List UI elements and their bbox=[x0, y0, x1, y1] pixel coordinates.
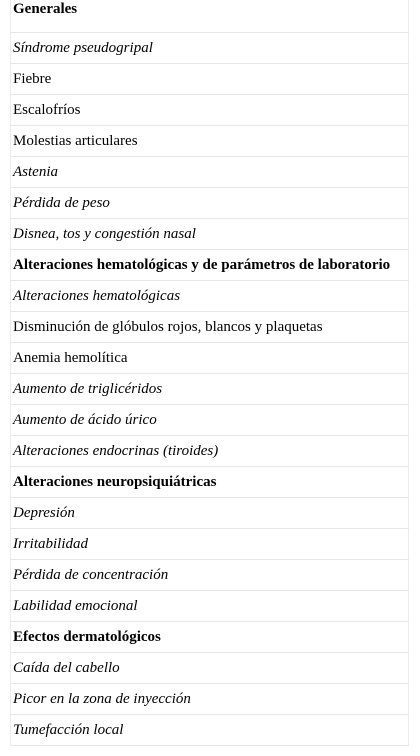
table-cell bbox=[11, 64, 409, 95]
table-row bbox=[11, 405, 409, 436]
effect-text: Escalofríos bbox=[13, 102, 81, 118]
effect-text: Molestias articulares bbox=[13, 133, 138, 149]
section-heading-text: Alteraciones neuropsiquiátricas bbox=[13, 474, 217, 490]
effect-text: Picor en la zona de inyección bbox=[13, 691, 191, 707]
table-cell bbox=[11, 684, 409, 715]
table-cell bbox=[11, 436, 409, 467]
table-cell bbox=[11, 374, 409, 405]
effect-text: Aumento de triglicéridos bbox=[13, 381, 163, 397]
table-row bbox=[11, 95, 409, 126]
section-heading-row bbox=[11, 467, 409, 498]
table-cell bbox=[11, 126, 409, 157]
table-row bbox=[11, 312, 409, 343]
table-row bbox=[11, 436, 409, 467]
effect-text: Disminución de glóbulos rojos, blancos y plaquetas bbox=[13, 319, 323, 335]
table-cell bbox=[11, 157, 409, 188]
table-row bbox=[11, 64, 409, 95]
table-row bbox=[11, 498, 409, 529]
effect-text: Irritabilidad bbox=[13, 536, 89, 552]
side-effects-table bbox=[10, 0, 409, 746]
section-heading-cell bbox=[11, 0, 409, 33]
table-row bbox=[11, 684, 409, 715]
table-row bbox=[11, 591, 409, 622]
section-heading-cell bbox=[11, 467, 409, 498]
table-row bbox=[11, 281, 409, 312]
section-heading-text: Efectos dermatológicos bbox=[13, 629, 161, 645]
table-cell bbox=[11, 281, 409, 312]
table-row bbox=[11, 157, 409, 188]
effect-text: Caída del cabello bbox=[13, 660, 120, 676]
table-row bbox=[11, 529, 409, 560]
table-cell bbox=[11, 405, 409, 436]
section-heading-row bbox=[11, 622, 409, 653]
table-row bbox=[11, 715, 409, 746]
section-heading-text: Alteraciones hematológicas y de parámetros de laboratorio bbox=[13, 257, 391, 273]
effect-text: Síndrome pseudogripal bbox=[13, 40, 153, 56]
table-row bbox=[11, 374, 409, 405]
section-heading-cell bbox=[11, 622, 409, 653]
table-cell bbox=[11, 95, 409, 126]
section-heading-cell bbox=[11, 250, 409, 281]
effect-text: Depresión bbox=[13, 505, 75, 521]
effect-text: Aumento de ácido úrico bbox=[13, 412, 157, 428]
effect-text: Fiebre bbox=[13, 71, 52, 87]
effect-text: Astenia bbox=[13, 164, 58, 180]
table-row bbox=[11, 560, 409, 591]
section-heading-row bbox=[11, 250, 409, 281]
table-cell bbox=[11, 219, 409, 250]
side-effects-table-body bbox=[11, 0, 409, 746]
table-row bbox=[11, 126, 409, 157]
table-row bbox=[11, 343, 409, 374]
effect-text: Pérdida de concentración bbox=[13, 567, 169, 583]
section-heading-row bbox=[11, 0, 409, 33]
table-row bbox=[11, 33, 409, 64]
table-row bbox=[11, 653, 409, 684]
effect-text: Alteraciones endocrinas (tiroides) bbox=[13, 443, 219, 459]
table-cell bbox=[11, 591, 409, 622]
effect-text: Tumefacción local bbox=[13, 722, 124, 738]
effect-text: Disnea, tos y congestión nasal bbox=[13, 226, 196, 242]
table-cell bbox=[11, 529, 409, 560]
table-row bbox=[11, 188, 409, 219]
table-row bbox=[11, 219, 409, 250]
table-cell bbox=[11, 343, 409, 374]
table-cell bbox=[11, 312, 409, 343]
table-cell bbox=[11, 715, 409, 746]
effect-text: Alteraciones hematológicas bbox=[13, 288, 181, 304]
table-cell bbox=[11, 33, 409, 64]
section-heading-text: Generales bbox=[13, 1, 78, 17]
effect-text: Pérdida de peso bbox=[13, 195, 110, 211]
table-cell bbox=[11, 653, 409, 684]
table-cell bbox=[11, 188, 409, 219]
table-cell bbox=[11, 498, 409, 529]
effect-text: Labilidad emocional bbox=[13, 598, 138, 614]
effect-text: Anemia hemolítica bbox=[13, 350, 128, 366]
table-cell bbox=[11, 560, 409, 591]
